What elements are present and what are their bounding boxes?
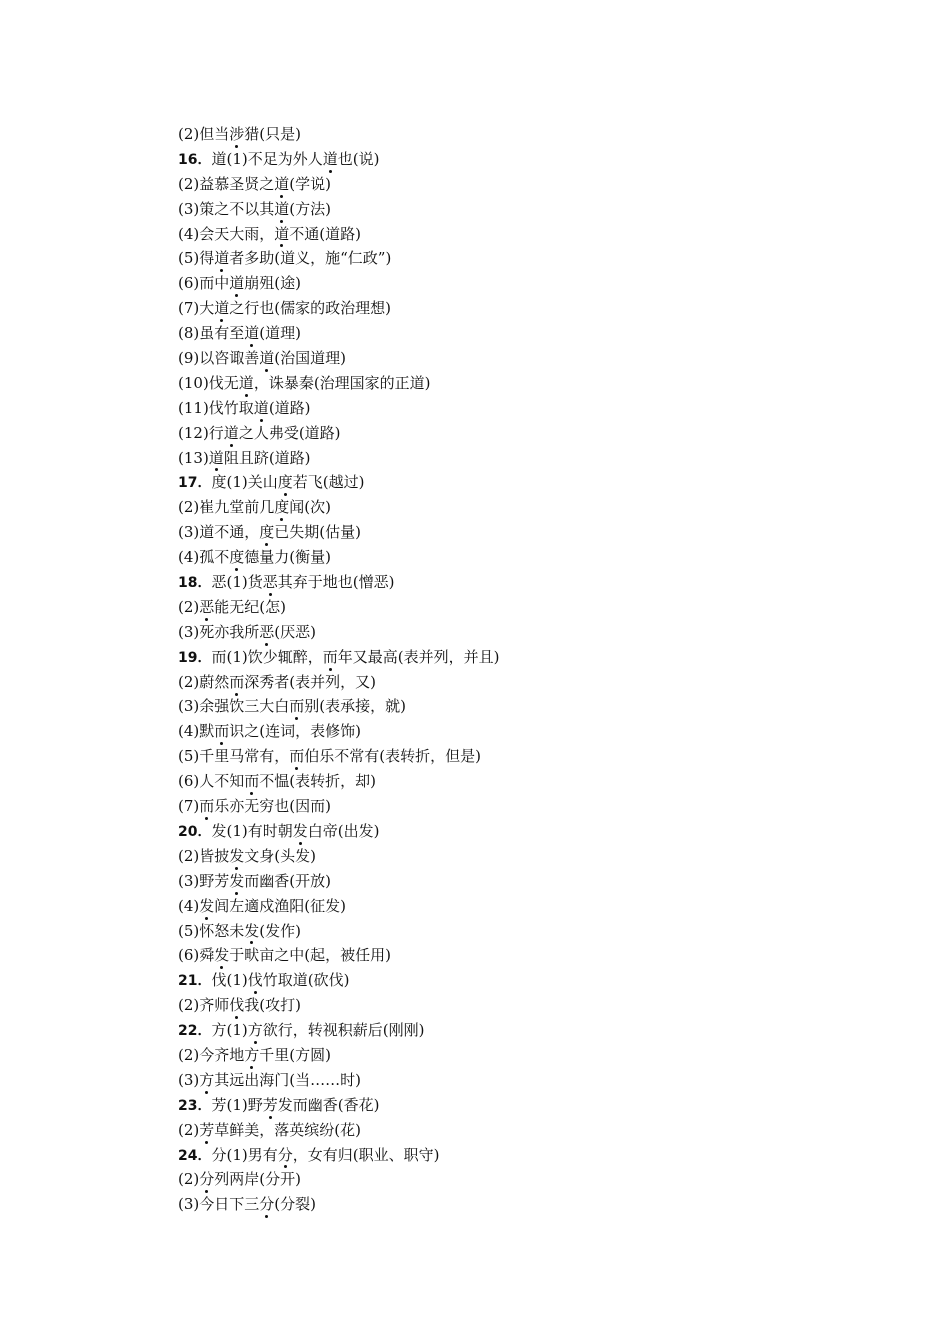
emphasized-character: 道 <box>254 396 269 421</box>
line-text-before: (6)人不知 <box>178 772 245 791</box>
entry-number: 18． <box>178 575 212 592</box>
emphasized-character: 而 <box>229 670 244 695</box>
line-text-after: (厌恶) <box>274 622 316 641</box>
entry-line <box>178 222 898 247</box>
line-text-after: 崩殂(途) <box>244 274 301 293</box>
line-text-after: 已失期(估量) <box>274 523 361 542</box>
document-body <box>178 122 898 1217</box>
emphasized-character: 而 <box>199 794 214 819</box>
entry-heading <box>178 968 898 993</box>
emphasized-character: 方 <box>244 1043 259 1068</box>
entry-line <box>178 421 898 446</box>
entry-line <box>178 1118 898 1143</box>
line-text-before: (2)益慕圣贤之 <box>178 174 275 193</box>
line-text-before: (6)而中 <box>178 274 230 293</box>
emphasized-character: 而 <box>289 694 304 719</box>
emphasized-character: 度 <box>259 520 274 545</box>
emphasized-character: 而 <box>214 719 229 744</box>
line-text-before: (4)会天大雨， <box>178 224 275 243</box>
entry-line <box>178 943 898 968</box>
emphasized-character: 度 <box>229 545 244 570</box>
entry-line <box>178 1167 898 1192</box>
line-text-after: 千里(方圆) <box>259 1045 331 1064</box>
line-text-after: (方法) <box>289 199 331 218</box>
line-text-before: (5)千里马常有， <box>178 747 290 766</box>
emphasized-character: 度 <box>278 470 293 495</box>
emphasized-character: 度 <box>274 495 289 520</box>
line-text-after: 竹取道(砍伐) <box>262 971 350 990</box>
entry-line <box>178 520 898 545</box>
line-text-before: (9)以咨诹善 <box>178 349 260 368</box>
line-text-before: (2)崔九堂前几 <box>178 498 275 517</box>
entry-heading <box>178 1093 898 1118</box>
line-text-after: 闻(次) <box>289 498 331 517</box>
line-text-after: 白帝(出发) <box>307 821 380 840</box>
emphasized-character: 芳 <box>263 1093 278 1118</box>
emphasized-character: 发 <box>293 819 308 844</box>
line-text-after: 列两岸(分开) <box>214 1170 301 1189</box>
line-text-before: (7)大 <box>178 299 215 318</box>
line-text-before: 道(1)不足为外人 <box>211 149 323 168</box>
line-text-before: (2) <box>178 1170 200 1189</box>
emphasized-character: 道 <box>274 222 289 247</box>
emphasized-character: 发 <box>229 869 244 894</box>
line-text-after: 乐亦无穷也(因而) <box>214 797 331 816</box>
entry-line <box>178 670 898 695</box>
entry-line <box>178 993 898 1018</box>
entry-line <box>178 396 898 421</box>
line-text-before: 度(1)关山 <box>211 473 278 492</box>
line-text-after: 之人弗受(道路) <box>238 423 341 442</box>
emphasized-character: 方 <box>199 1068 214 1093</box>
entry-line <box>178 197 898 222</box>
line-text-before: (13) <box>178 448 209 467</box>
line-text-before: (2) <box>178 1120 200 1139</box>
line-text-after: 欲行，转视积薪后(刚刚) <box>262 1021 425 1040</box>
line-text-after: (治国道理) <box>274 349 346 368</box>
line-text-after: (学说) <box>289 174 331 193</box>
entry-line <box>178 794 898 819</box>
line-text-before: 芳(1)野 <box>211 1095 263 1114</box>
entry-line <box>178 271 898 296</box>
emphasized-character: 伐 <box>229 993 244 1018</box>
line-text-after: 不通(道路) <box>289 224 361 243</box>
emphasized-character: 道 <box>214 246 229 271</box>
entry-line <box>178 122 898 147</box>
emphasized-character: 发 <box>214 943 229 968</box>
line-text-before: (4)孤不 <box>178 548 230 567</box>
entry-line <box>178 346 898 371</box>
line-text-before: (6)舜 <box>178 946 215 965</box>
emphasized-character: 方 <box>248 1018 263 1043</box>
line-text-before: (3)死亦我所 <box>178 622 260 641</box>
entry-line <box>178 744 898 769</box>
entry-heading <box>178 470 898 495</box>
line-text-after: 不愠(表转折，却) <box>259 772 376 791</box>
emphasized-character: 恶 <box>199 595 214 620</box>
entry-number: 23． <box>178 1097 212 1114</box>
line-text-after: 闾左適戍渔阳(征发) <box>214 896 346 915</box>
entry-line <box>178 246 898 271</box>
emphasized-character: 涉 <box>229 122 244 147</box>
entry-heading <box>178 570 898 595</box>
line-text-after: 若飞(越过) <box>292 473 365 492</box>
line-text-after: 其远出海门(当……时) <box>214 1070 361 1089</box>
line-text-before: 而(1)饮少辄醉， <box>211 647 323 666</box>
line-text-before: (5)得 <box>178 249 215 268</box>
line-text-before: 方(1) <box>211 1021 248 1040</box>
entry-line <box>178 1043 898 1068</box>
entry-line <box>178 919 898 944</box>
entry-line <box>178 1192 898 1217</box>
line-text-before: 恶(1)货 <box>211 573 263 592</box>
entry-heading <box>178 147 898 172</box>
line-text-after: 别(表承接，就) <box>304 697 406 716</box>
emphasized-character: 而 <box>323 645 338 670</box>
entry-line <box>178 495 898 520</box>
line-text-before: 发(1)有时朝 <box>211 821 293 840</box>
line-text-before: 分(1)男有 <box>211 1145 278 1164</box>
line-text-after: (道路) <box>268 398 311 417</box>
emphasized-character: 分 <box>199 1167 214 1192</box>
line-text-after: 之行也(儒家的政治理想) <box>229 299 391 318</box>
emphasized-character: 道 <box>239 371 254 396</box>
line-text-after: 伯乐不常有(表转折，但是) <box>304 747 481 766</box>
line-text-after: 其弃于地也(憎恶) <box>277 573 395 592</box>
line-text-before: (3)今日下三 <box>178 1195 260 1214</box>
line-text-after: 猎(只是) <box>244 125 301 143</box>
entry-line <box>178 869 898 894</box>
line-text-before: (4)默 <box>178 722 215 741</box>
line-text-after: 德量力(衡量) <box>244 548 331 567</box>
entry-line <box>178 545 898 570</box>
entry-line <box>178 321 898 346</box>
line-text-after: 也(说) <box>337 149 380 168</box>
emphasized-character: 道 <box>214 296 229 321</box>
entry-number: 21． <box>178 973 212 990</box>
emphasized-character: 发 <box>244 919 259 944</box>
entry-number: 24． <box>178 1147 212 1164</box>
line-text-before: 伐(1) <box>211 971 248 990</box>
emphasized-character: 芳 <box>199 1118 214 1143</box>
line-text-before: (11)伐竹取 <box>178 398 254 417</box>
line-text-after: 我(攻打) <box>244 996 301 1015</box>
line-text-before: (2)齐师 <box>178 996 230 1015</box>
line-text-after: 发而幽香(香花) <box>277 1095 380 1114</box>
entry-line <box>178 172 898 197</box>
emphasized-character: 道 <box>209 446 224 471</box>
line-text-before: (2)但当 <box>178 125 230 143</box>
line-text-before: (4) <box>178 896 200 915</box>
entry-line <box>178 844 898 869</box>
entry-number: 20． <box>178 823 212 840</box>
emphasized-character: 恶 <box>263 570 278 595</box>
line-text-after: 于畎亩之中(起，被任用) <box>229 946 391 965</box>
line-text-after: 文身(头发) <box>244 846 316 865</box>
line-text-after: 深秀者(表并列，又) <box>244 672 376 691</box>
entry-list <box>178 122 898 1217</box>
emphasized-character: 恶 <box>259 620 274 645</box>
entry-heading <box>178 645 898 670</box>
line-text-before: (3) <box>178 1070 200 1089</box>
line-text-after: 识之(连词，表修饰) <box>229 722 361 741</box>
entry-line <box>178 1068 898 1093</box>
emphasized-character: 分 <box>278 1143 293 1168</box>
line-text-before: (8)虽有至 <box>178 324 245 343</box>
line-text-after: ，诛暴秦(治理国家的正道) <box>253 373 431 392</box>
line-text-before: (3)道不通， <box>178 523 260 542</box>
line-text-before: (10)伐无 <box>178 373 239 392</box>
line-text-before: (3)野芳 <box>178 871 230 890</box>
emphasized-character: 道 <box>229 271 244 296</box>
emphasized-character: 而 <box>244 769 259 794</box>
line-text-after: 而幽香(开放) <box>244 871 331 890</box>
emphasized-character: 伐 <box>248 968 263 993</box>
line-text-before: (3)余强饮三大白 <box>178 697 290 716</box>
entry-line <box>178 296 898 321</box>
line-text-after: (发作) <box>259 921 301 940</box>
line-text-before: (5)怀怒未 <box>178 921 245 940</box>
entry-line <box>178 446 898 471</box>
line-text-after: 者多助(道义，施“仁政”) <box>229 249 392 268</box>
entry-heading <box>178 1018 898 1043</box>
entry-line <box>178 371 898 396</box>
emphasized-character: 道 <box>244 321 259 346</box>
entry-line <box>178 894 898 919</box>
emphasized-character: 分 <box>259 1192 274 1217</box>
line-text-before: (2)蔚然 <box>178 672 230 691</box>
line-text-after: 能无纪(怎) <box>214 597 286 616</box>
line-text-after: 阻且跻(道路) <box>223 448 311 467</box>
entry-number: 22． <box>178 1023 212 1040</box>
entry-heading <box>178 819 898 844</box>
entry-number: 17． <box>178 475 212 492</box>
entry-line <box>178 595 898 620</box>
line-text-before: (7) <box>178 797 200 816</box>
line-text-after: (道理) <box>259 324 301 343</box>
emphasized-character: 发 <box>199 894 214 919</box>
entry-heading <box>178 1143 898 1168</box>
emphasized-character: 道 <box>274 197 289 222</box>
line-text-after: (分裂) <box>274 1195 316 1214</box>
line-text-before: (12)行 <box>178 423 224 442</box>
line-text-before: (2)皆披 <box>178 846 230 865</box>
line-text-after: 草鲜美，落英缤纷(花) <box>214 1120 361 1139</box>
line-text-before: (2) <box>178 597 200 616</box>
line-text-after: ，女有归(职业、职守) <box>292 1145 440 1164</box>
emphasized-character: 发 <box>229 844 244 869</box>
entry-line <box>178 694 898 719</box>
entry-number: 16． <box>178 151 212 168</box>
emphasized-character: 而 <box>289 744 304 769</box>
entry-line <box>178 719 898 744</box>
emphasized-character: 道 <box>274 172 289 197</box>
line-text-before: (2)今齐地 <box>178 1045 245 1064</box>
line-text-after: 年又最高(表并列，并且) <box>337 647 500 666</box>
line-text-before: (3)策之不以其 <box>178 199 275 218</box>
entry-line <box>178 620 898 645</box>
emphasized-character: 道 <box>323 147 338 172</box>
entry-number: 19． <box>178 649 212 666</box>
emphasized-character: 道 <box>259 346 274 371</box>
emphasized-character: 道 <box>224 421 239 446</box>
entry-line <box>178 769 898 794</box>
